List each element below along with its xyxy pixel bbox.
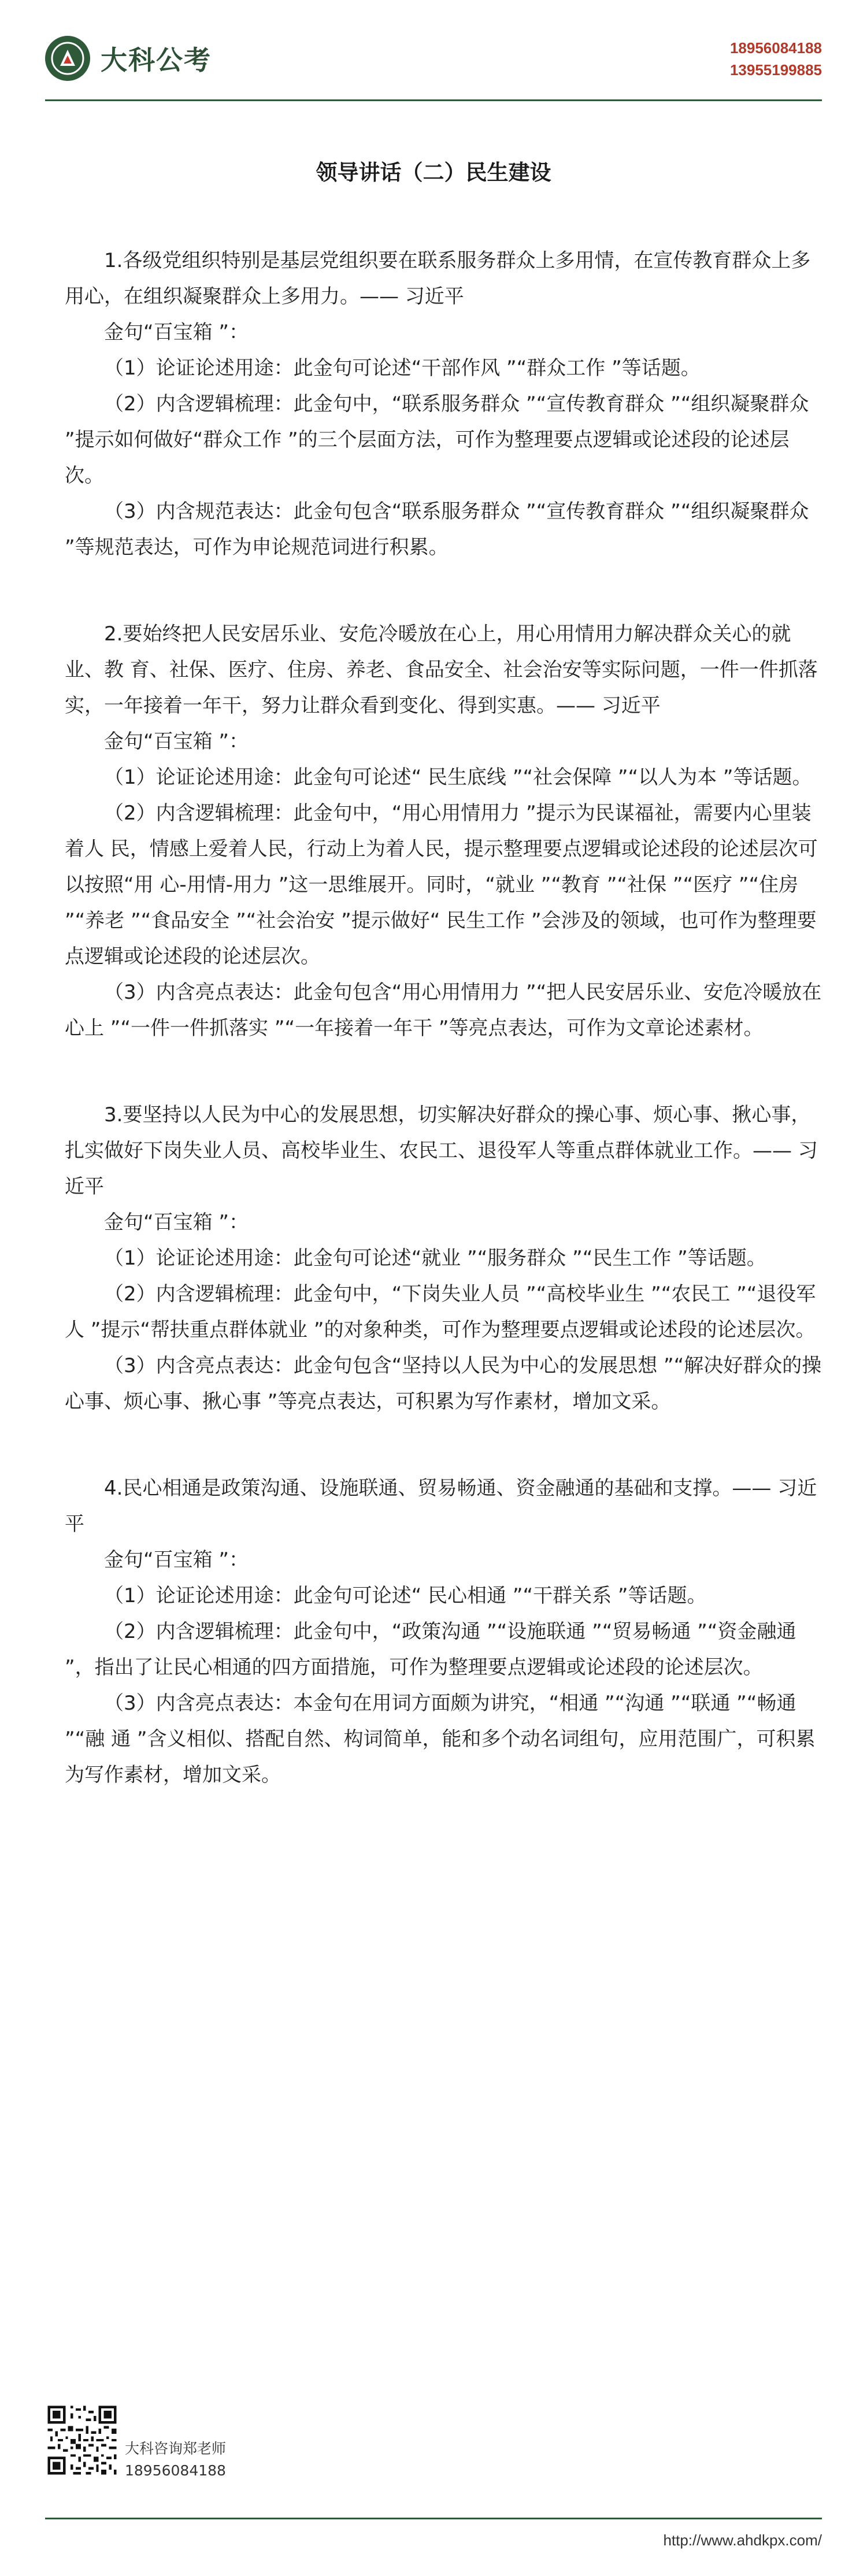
analysis-item: （1）论证论述用途：此金句可论述“干部作风 ”“群众工作 ”等话题。 — [104, 357, 701, 380]
logo-emblem-icon — [45, 36, 90, 81]
footer-divider — [45, 2518, 822, 2519]
quote-paragraph: 1.各级党组织特别是基层党组织要在联系服务群众上多用情，在宣传教育群众上多用心，在组织凝聚群众上多用力。—— 习近平 — [65, 249, 811, 308]
section-2 — [65, 616, 828, 1046]
contact-info — [125, 2438, 226, 2482]
contact-name: 大科咨询郑老师 — [125, 2440, 227, 2457]
analysis-item: （3）内含亮点表达：此金句包含“用心用情用力 ”“把人民安居乐业、安危冷暖放在心上 ”“一件一件抓落实 ”“一年接着一年干 ”等亮点表达，可作为文章论述素材。 — [65, 981, 822, 1040]
treasure-label: 金句“百宝箱 ”： — [104, 1548, 249, 1571]
page-title: 领导讲话（二）民生建设 — [316, 160, 551, 185]
analysis-item: （1）论证论述用途：此金句可论述“ 民心相通 ”“干群关系 ”等话题。 — [104, 1584, 707, 1607]
contact-phone: 18956084188 — [125, 2462, 226, 2479]
analysis-item: （3）内含亮点表达：本金句在用词方面颇为讲究，“相通 ”“沟通 ”“联通 ”“畅通 ”“融 通 ”含义相似、搭配自然、构词简单，能和多个动名词组句，应用范围广，可积累为写作素材，增加文采。 — [65, 1692, 816, 1786]
analysis-item: （1）论证论述用途：此金句可论述“ 民生底线 ”“社会保障 ”“以人为本 ”等话题。 — [104, 766, 812, 789]
website-link[interactable]: http://www.ahdkpx.com/ — [663, 2531, 822, 2549]
header-phones — [730, 37, 822, 81]
analysis-item: （3）内含规范表达：此金句包含“联系服务群众 ”“宣传教育群众 ”“组织凝聚群众 ”等规范表达，可作为申论规范词进行积累。 — [65, 500, 809, 559]
phone-number-1: 18956084188 — [729, 39, 822, 57]
qr-code-icon[interactable] — [45, 2403, 119, 2477]
treasure-label: 金句“百宝箱 ”： — [104, 730, 249, 753]
section-1 — [65, 243, 828, 565]
treasure-label: 金句“百宝箱 ”： — [104, 321, 249, 344]
treasure-label: 金句“百宝箱 ”： — [104, 1211, 249, 1234]
header-divider — [45, 99, 822, 101]
analysis-item: （1）论证论述用途：此金句可论述“就业 ”“服务群众 ”“民生工作 ”等话题。 — [104, 1247, 766, 1270]
analysis-item: （2）内含逻辑梳理：此金句中，“用心用情用力 ”提示为民谋福祉，需要内心里装着人 民，情感上爱着人民，行动上为着人民，提示整理要点逻辑或论述段的论述层次可以按照“用 心-用情-用力 ”这一思维展开。同时，“就业 ”“教育 ”“社保 ”“医疗 ”“住房 ”“养老 ”“食品安全 ”“社会治安 ”提示做好“ 民生工作 ”会涉及的领域，也可作为整理要点逻辑或论述段的论述层次。 — [65, 802, 818, 968]
analysis-item: （2）内含逻辑梳理：此金句中，“联系服务群众 ”“宣传教育群众 ”“组织凝聚群众 ”提示如何做好“群众工作 ”的三个层面方法，可作为整理要点逻辑或论述段的论述层次。 — [65, 392, 809, 487]
section-3 — [65, 1097, 828, 1419]
quote-paragraph: 3.要坚持以人民为中心的发展思想，切实解决好群众的操心事、烦心事、揪心事，扎实做好下岗失业人员、高校毕业生、农民工、退役军人等重点群体就业工作。—— 习近平 — [65, 1103, 818, 1198]
logo-text: 大科公考 — [101, 45, 212, 76]
analysis-item: （2）内含逻辑梳理：此金句中，“下岗失业人员 ”“高校毕业生 ”“农民工 ”“退役军人 ”提示“帮扶重点群体就业 ”的对象种类，可作为整理要点逻辑或论述段的论述层次。 — [65, 1283, 816, 1341]
analysis-item: （2）内含逻辑梳理：此金句中，“政策沟通 ”“设施联通 ”“贸易畅通 ”“资金融通 ”，指出了让民心相通的四方面措施，可作为整理要点逻辑或论述段的论述层次。 — [65, 1620, 796, 1679]
section-4 — [65, 1470, 828, 1793]
article-body — [65, 243, 828, 1844]
page-footer — [0, 2393, 867, 2576]
quote-paragraph: 2.要始终把人民安居乐业、安危冷暖放在心上，用心用情用力解决群众关心的就业、教 育、社保、医疗、住房、养老、食品安全、社会治安等实际问题，一件一件抓落实，一年接着一年干，努力让群众看到变化、得到实惠。—— 习近平 — [65, 622, 818, 717]
phone-number-2: 13955199885 — [729, 61, 822, 79]
analysis-item: （3）内含亮点表达：此金句包含“坚持以人民为中心的发展思想 ”“解决好群众的操心事、烦心事、揪心事 ”等亮点表达，可积累为写作素材，增加文采。 — [65, 1354, 822, 1413]
quote-paragraph: 4.民心相通是政策沟通、设施联通、贸易畅通、资金融通的基础和支撑。—— 习近平 — [65, 1477, 817, 1536]
page-header — [0, 0, 867, 101]
brand-logo — [45, 36, 212, 81]
